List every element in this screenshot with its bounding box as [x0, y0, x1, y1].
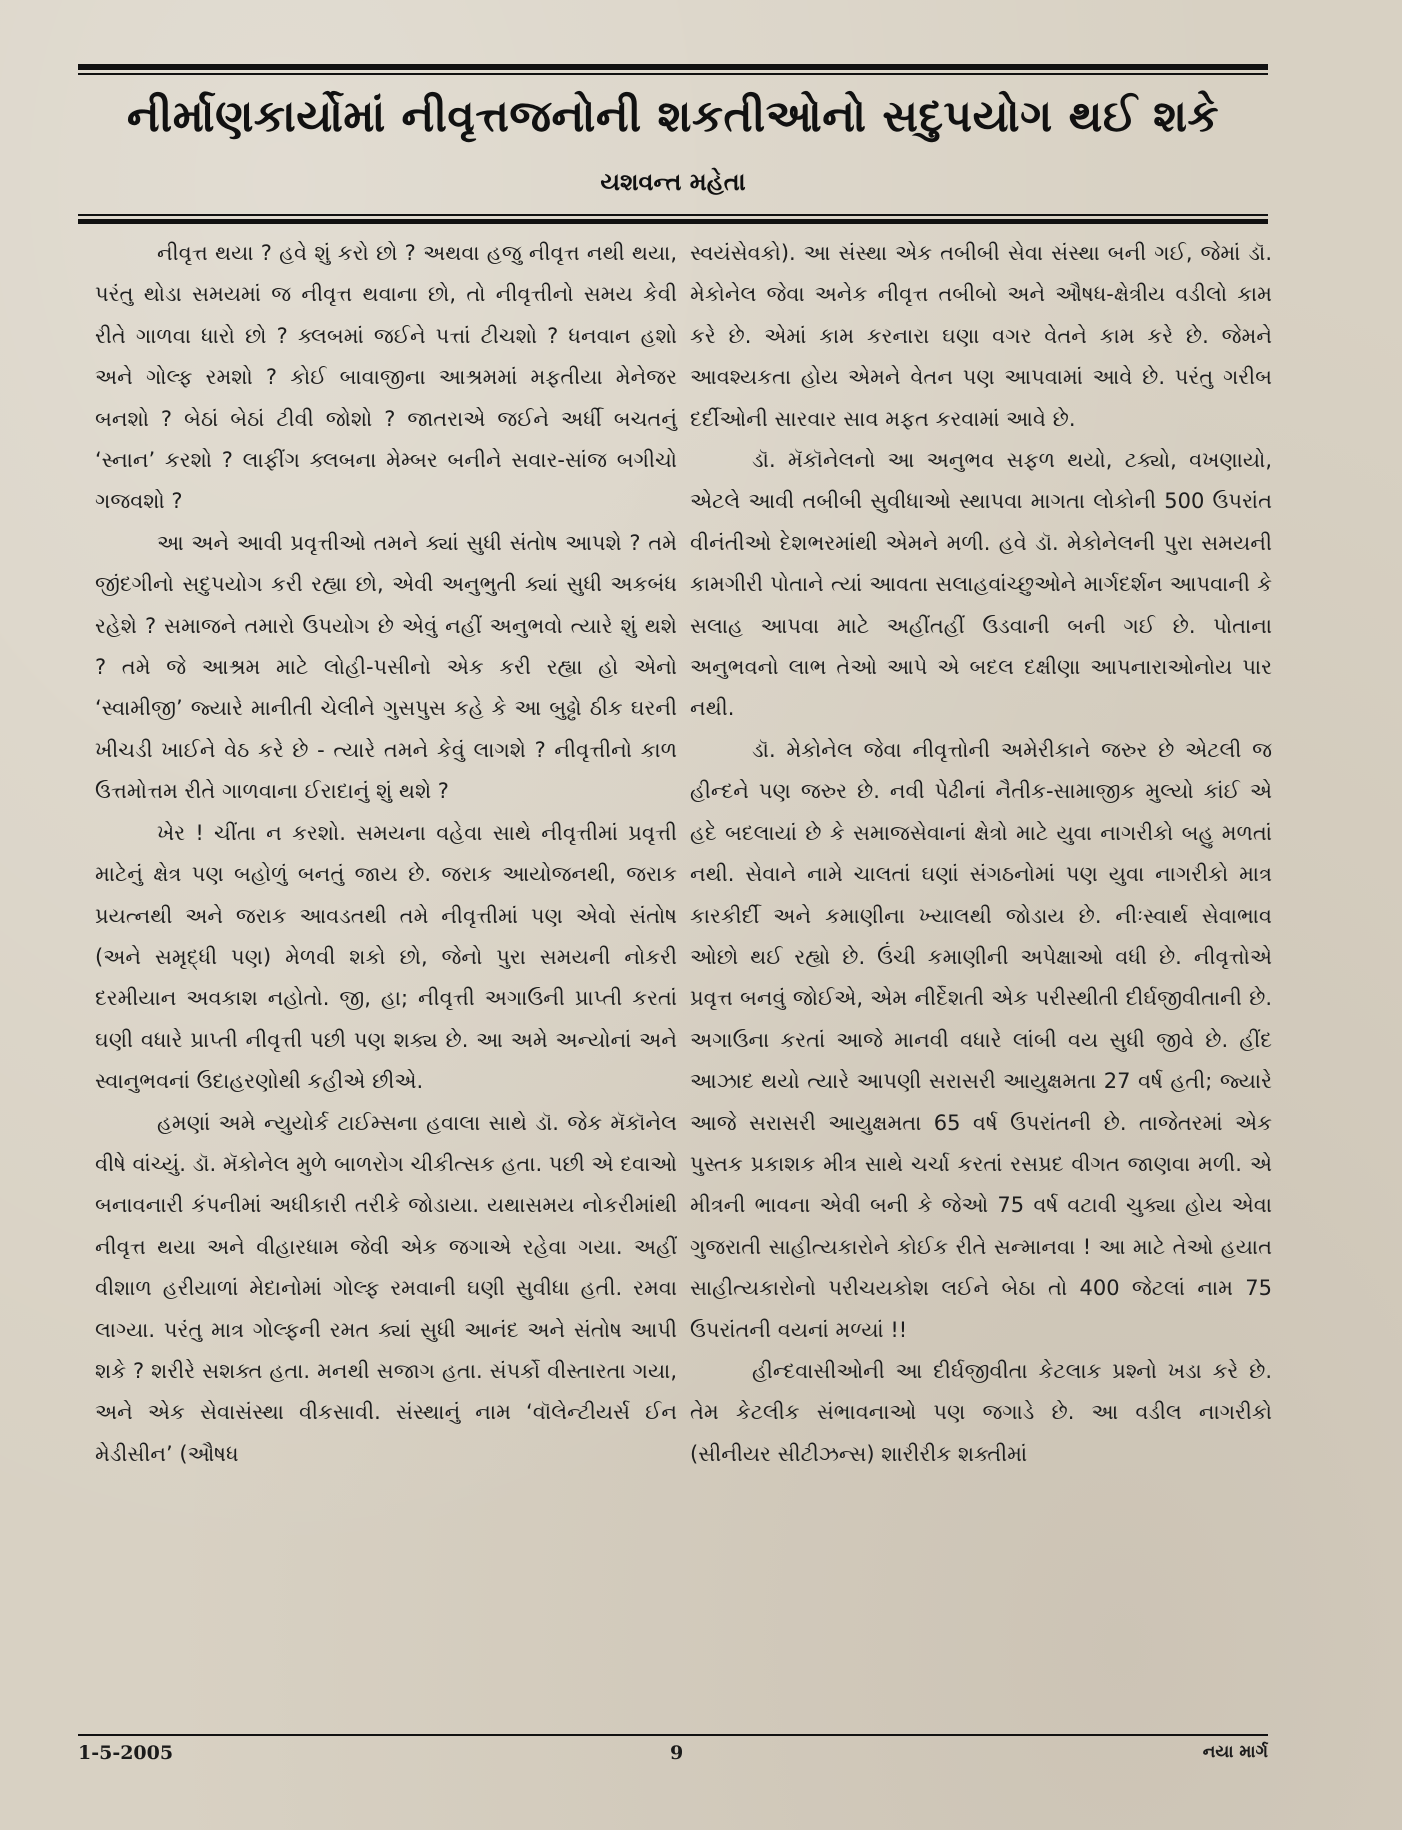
- paragraph: હીન્દવાસીઓની આ દીર્ઘજીવીતા કેટલાક પ્રશ્નો ખડા કરે છે. તેમ કેટલીક સંભાવનાઓ પણ જગાડે છે. આ વડીલ નાગરીકો (સીનીયર સીટીઝન્સ) શારીરીક શક્તીમાં: [690, 1358, 1272, 1466]
- top-rule-thick: [78, 64, 1268, 70]
- paragraph: નીવૃત્ત થયા ? હવે શું કરો છો ? અથવા હજુ નીવૃત્ત નથી થયા, પરંતુ થોડા સમયમાં જ નીવૃત્ત થવાના છો, તો નીવૃત્તીનો સમય કેવી રીતે ગાળવા ધારો છો ? ક્લબમાં જઈને પત્તાં ટીચશો ? ધનવાન હશો અને ગોલ્ફ રમશો ? કોઈ બાવાજીના આશ્રમમાં મફતીયા મેનેજર બનશો ? બેઠાં બેઠાં ટીવી જોશો ? જાતરાએ જઈને અર્ધી બચતનું ‘સ્નાન’ કરશો ? લાફીંગ ક્લબના મેમ્બર બનીને સવાર-સાંજ બગીચો ગજવશો ?: [95, 241, 677, 514]
- page-footer: [78, 1742, 1268, 1776]
- paragraph: આ અને આવી પ્રવૃત્તીઓ તમને ક્યાં સુધી સંતોષ આપશે ? તમે જીંદગીનો સદુપયોગ કરી રહ્યા છો, એવી અનુભુતી ક્યાં સુધી અકબંધ રહેશે ? સમાજને તમારો ઉપયોગ છે એવું નહીં અનુભવો ત્યારે શું થશે ? તમે જે આશ્રમ માટે લોહી-પસીનો એક કરી રહ્યા હો એનો ‘સ્વામીજી’ જ્યારે માનીતી ચેલીને ગુસપુસ કહે કે આ બુઢ્ઢો ઠીક ઘરની ખીચડી ખાઈને વેઠ કરે છે - ત્યારે તમને કેવું લાગશે ? નીવૃત્તીનો કાળ ઉત્તમોત્તમ રીતે ગાળવાના ઈરાદાનું શું થશે ?: [95, 530, 677, 804]
- header-rule-thick: [78, 219, 1268, 224]
- page-number: 9: [670, 1742, 684, 1764]
- paragraph: ડૉ. મેકોનેલ જેવા નીવૃત્તોની અમેરીકાને જરુર છે એટલી જ હીન્દને પણ જરુર છે. નવી પેઢીનાં નૈતીક-સામાજીક મુલ્યો કાંઈ એ હદે બદલાયાં છે કે સમાજસેવાનાં ક્ષેત્રો માટે યુવા નાગરીકો બહુ મળતાં નથી. સેવાને નામે ચાલતાં ઘણાં સંગઠનોમાં પણ યુવા નાગરીકો માત્ર કારકીર્દી અને કમાણીના ખ્યાલથી જોડાય છે. નીઃસ્વાર્થ સેવાભાવ ઓછો થઈ રહ્યો છે. ઉંચી કમાણીની અપેક્ષાઓ વધી છે. નીવૃત્તોએ પ્રવૃત્ત બનવું જોઈએ, એમ નીર્દેશતી એક પરીસ્થીતી દીર્ઘજીવીતાની છે. અગાઉના કરતાં આજે માનવી વધારે લાંબી વય સુધી જીવે છે. હીંદ આઝાદ થયો ત્યારે આપણી સરાસરી આયુક્ષમતા 27 વર્ષ હતી; જ્યારે આજે સરાસરી આયુક્ષમતા 65 વર્ષ ઉપરાંતની છે. તાજેતરમાં એક પુસ્તક પ્રકાશક મીત્ર સાથે ચર્ચા કરતાં રસપ્રદ વીગત જાણવા મળી. એ મીત્રની ભાવના એવી બની કે જેઓ 75 વર્ષ વટાવી ચુક્યા હોય એવા ગુજરાતી સાહીત્યકારોને કોઈક રીતે સન્માનવા ! આ માટે તેઓ હયાત સાહીત્યકારોનો પરીચયકોશ લઈને બેઠા તો 400 જેટલાં નામ 75 ઉપરાંતની વયનાં મળ્યાં !!: [690, 737, 1272, 1342]
- paragraph: ખેર ! ચીંતા ન કરશો. સમયના વહેવા સાથે નીવૃત્તીમાં પ્રવૃત્તી માટેનું ક્ષેત્ર પણ બહોળું બનતું જાય છે. જરાક આયોજનથી, જરાક પ્રયત્નથી અને જરાક આવડતથી તમે નીવૃત્તીમાં પણ એવો સંતોષ (અને સમૃદ્ધી પણ) મેળવી શકો છો, જેનો પુરા સમયની નોકરી દરમીયાન અવકાશ નહોતો. જી, હા; નીવૃત્તી અગાઉની પ્રાપ્તી કરતાં ઘણી વધારે પ્રાપ્તી નીવૃત્તી પછી પણ શક્ય છે. આ અમે અન્યોનાં અને સ્વાનુભવનાં ઉદાહરણોથી કહીએ છીએ.: [95, 820, 677, 1094]
- paragraph: ડૉ. મૅકૉનેલનો આ અનુભવ સફળ થયો, ટક્યો, વખણાયો, એટલે આવી તબીબી સુવીધાઓ સ્થાપવા માગતા લોકોની 500 ઉપરાંત વીનંતીઓ દેશભરમાંથી એમને મળી. હવે ડૉ. મેકોનેલની પુરા સમયની કામગીરી પોતાને ત્યાં આવતા સલાહવાંચ્છુઓને માર્ગદર્શન આપવાની કે સલાહ આપવા માટે અહીંતહીં ઉડવાની બની ગઈ છે. પોતાના અનુભવનો લાભ તેઓ આપે એ બદલ દક્ષીણા આપનારાઓનોય પાર નથી.: [690, 448, 1272, 721]
- right-column: [690, 233, 1272, 1475]
- issue-date: 1-5-2005: [78, 1742, 174, 1764]
- paragraph: સ્વયંસેવકો). આ સંસ્થા એક તબીબી સેવા સંસ્થા બની ગઈ, જેમાં ડૉ. મેકોનેલ જેવા અનેક નીવૃત્ત તબીબો અને ઔષધ-ક્ષેત્રીય વડીલો કામ કરે છે. એમાં કામ કરનારા ઘણા વગર વેતને કામ કરે છે. જેમને આવશ્યકતા હોય એમને વેતન પણ આપવામાં આવે છે. પરંતુ ગરીબ દર્દીઓની સારવાર સાવ મફત કરવામાં આવે છે.: [690, 241, 1272, 431]
- left-column: [95, 233, 677, 1475]
- article-author: યશવન્ત મહેતા: [600, 168, 746, 196]
- publication-name: નયા માર્ગ: [1202, 1742, 1268, 1762]
- header-rule-thin: [78, 214, 1268, 216]
- top-rule-thin: [78, 73, 1268, 75]
- footer-rule: [78, 1734, 1268, 1736]
- article-title: નીર્માણકાર્યોમાં નીવૃત્તજનોની શકતીઓનો સદુપયોગ થઈ શકે: [126, 91, 1220, 142]
- paragraph: હમણાં અમે ન્યુયોર્ક ટાઈમ્સના હવાલા સાથે ડૉ. જેક મૅકૉનેલ વીષે વાંચ્યું. ડૉ. મૅકોનેલ મુળે બાળરોગ ચીકીત્સક હતા. પછી એ દવાઓ બનાવનારી કંપનીમાં અધીકારી તરીકે જોડાયા. યથાસમય નોકરીમાંથી નીવૃત્ત થયા અને વીહારધામ જેવી એક જગાએ રહેવા ગયા. અહીં વીશાળ હરીયાળાં મેદાનોમાં ગોલ્ફ રમવાની ઘણી સુવીધા હતી. રમવા લાગ્યા. પરંતુ માત્ર ગોલ્ફની રમત ક્યાં સુધી આનંદ અને સંતોષ આપી શકે ? શરીરે સશક્ત હતા. મનથી સજાગ હતા. સંપર્કો વીસ્તારતા ગયા, અને એક સેવાસંસ્થા વીકસાવી. સંસ્થાનું નામ ‘વૉલેન્ટીયર્સ ઈન મેડીસીન’ (ઔષધ: [95, 1110, 677, 1466]
